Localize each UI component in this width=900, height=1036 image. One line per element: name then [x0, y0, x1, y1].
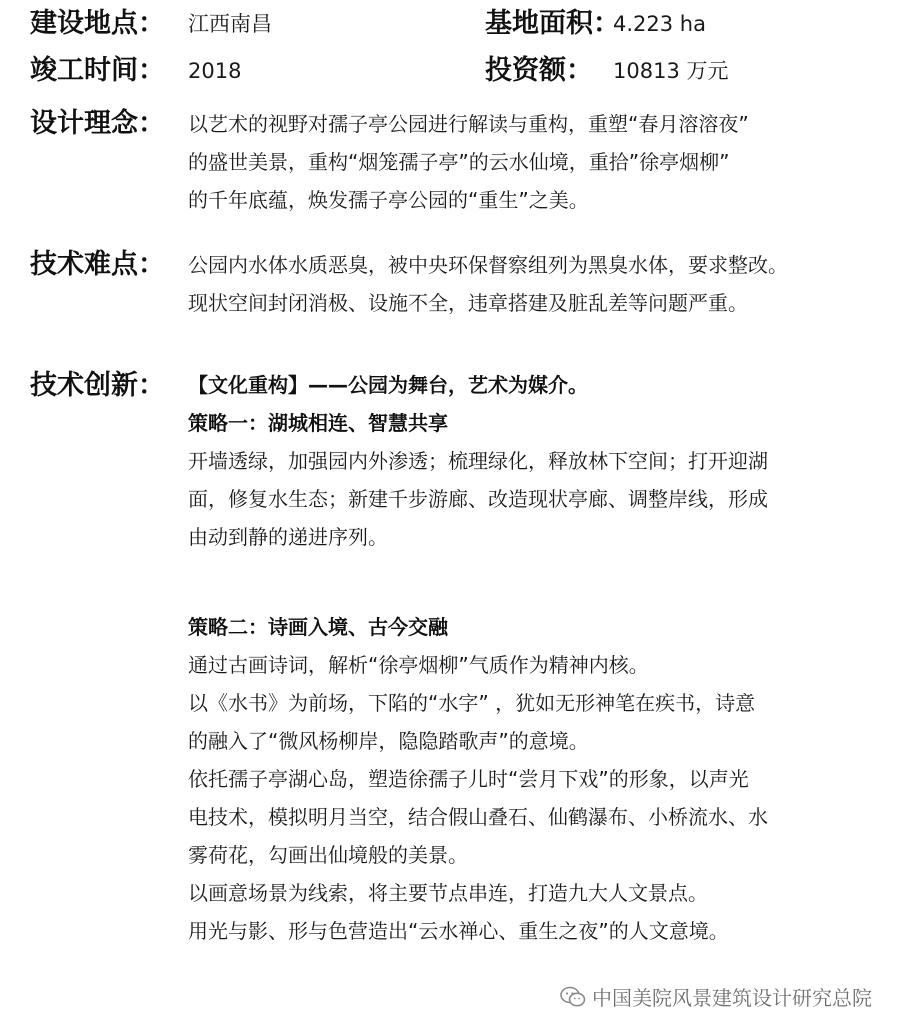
concept-text [188, 105, 878, 219]
innovation-text [188, 366, 878, 556]
completion-value: 2018 [188, 59, 242, 83]
watermark [560, 982, 872, 1011]
strategy1-line: 开墙透绿，加强园内外渗透；梳理绿化，释放林下空间；打开迎湖 [188, 449, 768, 473]
strategy2-line: 雾荷花，勾画出仙境般的美景。 [188, 843, 468, 867]
strategy1-line: 由动到静的递进序列。 [188, 525, 388, 549]
concept-line: 的千年底蕴，焕发孺子亭公园的“重生”之美。 [188, 188, 589, 212]
concept-line: 的盛世美景，重构“烟笼孺子亭”的云水仙境，重拾”徐亭烟柳” [188, 150, 730, 174]
difficulty-line: 公园内水体水质恶臭，被中央环保督察组列为黑臭水体，要求整改。 [188, 253, 788, 277]
innovation-label: 技术创新： [30, 370, 165, 401]
concept-line: 以艺术的视野对孺子亭公园进行解读与重构，重塑“春月溶溶夜” [188, 112, 749, 136]
completion-label: 竣工时间： [30, 55, 165, 86]
difficulty-text [188, 246, 878, 322]
strategy2-line: 依托孺子亭湖心岛，塑造徐孺子儿时“尝月下戏”的形象，以声光 [188, 767, 749, 791]
innovation-heading: 【文化重构】——公园为舞台，艺术为媒介。 [188, 373, 588, 397]
area-label: 基地面积： [485, 8, 620, 39]
strategy2-line: 电技术，模拟明月当空，结合假山叠石、仙鹤瀑布、小桥流水、水 [188, 805, 768, 829]
wechat-icon [560, 986, 586, 1008]
strategy2-line: 的融入了“微风杨柳岸，隐隐踏歌声”的意境。 [188, 729, 589, 753]
watermark-text: 中国美院风景建筑设计研究总院 [592, 986, 872, 1010]
difficulty-label: 技术难点： [30, 249, 165, 280]
investment-label: 投资额： [485, 55, 593, 86]
strategy2-title: 策略二：诗画入境、古今交融 [188, 615, 448, 639]
location-label: 建设地点： [30, 8, 165, 39]
difficulty-line: 现状空间封闭消极、设施不全，违章搭建及脏乱差等问题严重。 [188, 291, 748, 315]
strategy2-line: 以画意场景为线索，将主要节点串连，打造九大人文景点。 [188, 881, 708, 905]
strategy2-line: 通过古画诗词，解析“徐亭烟柳”气质作为精神内核。 [188, 653, 649, 677]
strategy2-line: 用光与影、形与色营造出“云水禅心、重生之夜”的人文意境。 [188, 919, 729, 943]
concept-label: 设计理念： [30, 108, 165, 139]
strategy1-line: 面，修复水生态；新建千步游廊、改造现状亭廊、调整岸线，形成 [188, 487, 768, 511]
strategy2-line: 以《水书》为前场，下陷的“水字” ，犹如无形神笔在疾书，诗意 [188, 691, 756, 715]
area-value: 4.223 ha [613, 12, 706, 36]
location-value: 江西南昌 [188, 12, 272, 36]
strategy2-text [188, 608, 878, 950]
strategy1-title: 策略一：湖城相连、智慧共享 [188, 411, 448, 435]
investment-value: 10813 万元 [613, 59, 729, 83]
